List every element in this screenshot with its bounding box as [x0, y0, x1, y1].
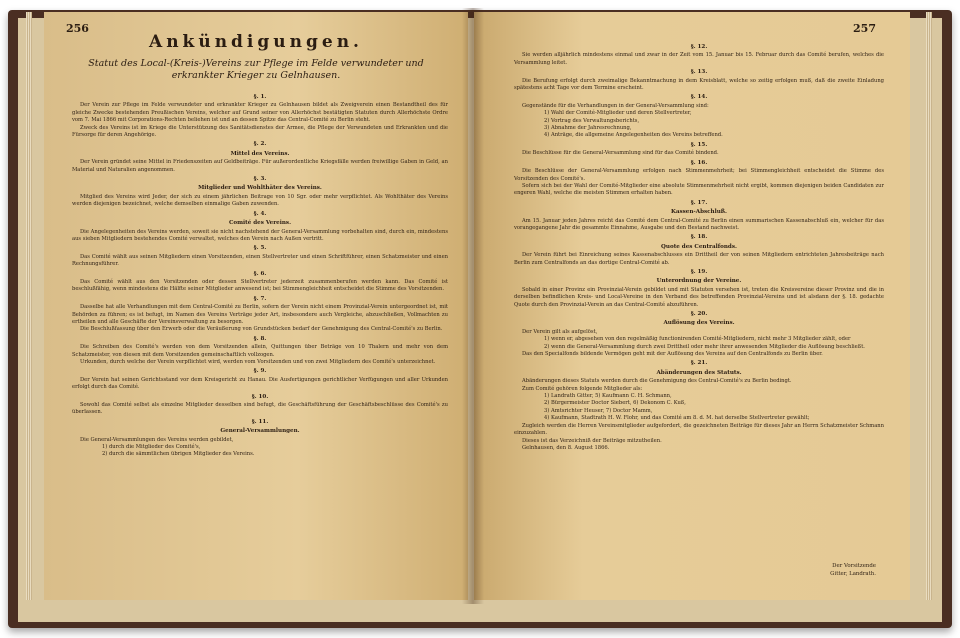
section-heading: §. 21.	[690, 360, 708, 367]
section-heading: §. 10.	[251, 393, 269, 400]
left-page	[44, 12, 468, 600]
paragraph: Sie werden alljährlich mindestens einmal und zwar in der Zeit vom 15. Januar bis 15. Februar durch das Comité berufen, welches die Versammlung leitet.	[514, 52, 884, 66]
list-item: 1) Wahl der Comité-Mitglieder und deren Stellvertreter,	[544, 110, 692, 117]
list-item: 3) Abnahme der Jahresrechnung,	[544, 125, 632, 132]
paragraph: Sofern sich bei der Wahl der Comité-Mitglieder eine absolute Stimmenmehrheit nicht ergibt, kommen diejenigen beiden Candidaten zur engeren Wahl, welche die meisten Stimmen erhalten haben.	[514, 182, 884, 197]
paragraph: Der Verein zur Pflege im Felde verwundeter und erkrankter Krieger zu Gelnhausen bildet als Zweigverein einen Bestandtheil des für gleiche Zwecke bestehenden Preußischen Vereins, welcher auf Grund seiner von Allerhöchst bestätigten Statuten durch Allerhöchste Ordre vom 7. Mai 1866 mit Corporations-Rechten beliehen ist und an dessen Spitze das Central-Comité zu Berlin steht.	[72, 102, 448, 124]
page-number-right: 257	[853, 22, 876, 35]
paragraph: Sowohl das Comité selbst als einzelne Mitglieder desselben sind befugt, die Geschäftsführung der Geschäftsbeschlüsse des Comité's zu überlassen.	[72, 402, 448, 416]
paragraph: Mitglied des Vereins wird Jeder, der sich zu einem jährlichen Beitrage von 10 Sgr. oder mehr verpflichtet. Als Wohlthäter des Vereins werden diejenigen bezeichnet, welche demselben einmalige Gaben zuwenden.	[72, 193, 448, 208]
list-item: 3) Amtsrichter Heuser, 7) Doctor Mamm,	[544, 407, 653, 414]
right-page-edge	[926, 12, 932, 600]
signature-role: Der Vorsitzende	[832, 563, 876, 570]
right-text-column	[514, 42, 884, 452]
section-heading: §. 7.	[253, 295, 267, 302]
paragraph: Das Comité wählt aus seinen Mitgliedern einen Vorsitzenden, einen Stellvertreter und einen Schriftführer, einen Schatzmeister und einen Rechnungsführer.	[72, 253, 448, 268]
paragraph: Der Verein gilt als aufgelöst,	[522, 328, 598, 335]
section-heading: §. 2.	[253, 141, 267, 148]
section-heading: §. 18.	[690, 234, 708, 241]
list-item: 2) Bürgermeister Doctor Siebert, 6) Dekonom C. Kuß,	[544, 400, 686, 407]
paragraph: Der Verein gründet seine Mittel in Friedenszeiten auf Geldbeiträge. Für außerordentliche Kriegsfälle werden freiwillige Gaben in Geld, an Material und Naturalien angenommen.	[72, 159, 448, 173]
section-heading: Quote des Centralfonds.	[661, 243, 737, 250]
paragraph: Dasselbe hat alle Verhandlungen mit dem Central-Comité zu Berlin, sofern der Verein nicht einem Provinzial-Verein untergeordnet ist, mit Behörden zu führen; es ist befugt, im Namen des Vereins Verträge jeder Art, insbesondere auch Vergleiche, abzuschließen, Vollmachten zu ertheilen und alle Geschäfte der Vereinsverwaltung zu besorgen.	[72, 304, 448, 325]
paragraph: Der Verein führt bei Einreichung seines Kassenabschlusses ein Drittheil der von seinen Mitgliedern entrichteten Jahresbeiträge nach Berlin zum Centralfonds an das dortige Central-Comité ab.	[514, 252, 884, 266]
signature-block	[830, 563, 876, 578]
paragraph: Die Schreiben des Comité's werden von dem Vorsitzenden allein, Quittungen über Beträge von 10 Thalern und mehr von dem Schatzmeister, von diesen mit dem Vorsitzenden gemeinschaftlich vollzogen.	[72, 344, 448, 358]
section-heading: §. 4.	[253, 210, 267, 217]
paragraph: Zum Comité gehören folgende Mitglieder als:	[522, 385, 643, 392]
paragraph: Die General-Versammlungen des Vereins werden gebildet,	[80, 436, 234, 443]
paragraph: Die Berufung erfolgt durch zweimalige Bekanntmachung in dem Kreisblatt, welche so zeitig erfolgen muß, daß die zweite Einladung spätestens acht Tage vor dem Termine erscheint.	[514, 77, 884, 92]
left-text-column	[72, 92, 448, 459]
book-gutter	[462, 8, 484, 604]
section-heading: §. 1.	[253, 94, 267, 100]
section-heading: §. 14.	[690, 94, 708, 101]
paragraph: Gegenstände für die Verhandlungen in der General-Versammlung sind:	[522, 102, 709, 109]
section-heading: Mitglieder und Wohlthäter des Vereins.	[198, 185, 322, 192]
list-item: 1) durch die Mitglieder des Comité's,	[102, 444, 201, 451]
paragraph: Der Verein hat seinen Gerichtsstand vor dem Kreisgericht zu Hanau. Die Ausfertigungen gerichtlicher Verfügungen und aller Urkunden erfolgt durch das Comité.	[72, 376, 448, 391]
list-item: 1) wenn er, abgesehen von den regelmäßig functionirenden Comité-Mitgliedern, nicht mehr 3 Mitglieder zählt, oder	[544, 336, 851, 343]
paragraph: Gelnhausen, den 8. August 1866.	[522, 444, 610, 451]
paragraph: Zugleich werden die Herren Vereinsmitglieder aufgefordert, die gezeichneten Beiträge für dieses Jahr an Herrn Schatzmeister Schmann einzuzahlen.	[514, 422, 884, 437]
list-item: 1) Landrath Gitter, 5) Kaufmann C. H. Schmann,	[544, 393, 672, 400]
section-heading: §. 20.	[690, 311, 708, 317]
section-heading: §. 6.	[253, 270, 267, 277]
list-item: 2) wenn die General-Versammlung durch zwei Drittheil oder mehr ihrer anwesenden Mitglieder die Auflösung beschließt.	[544, 343, 865, 350]
list-item: 4) Anträge, die allgemeine Angelegenheiten des Vereins betreffend.	[544, 132, 723, 139]
right-page	[474, 12, 910, 600]
section-heading: §. 17.	[690, 199, 708, 206]
section-heading: Abänderungen des Statuts.	[656, 369, 742, 376]
page-number-left: 256	[66, 22, 89, 35]
section-heading: §. 19.	[690, 268, 708, 275]
section-heading: Kassen-Abschluß.	[671, 209, 727, 216]
paragraph: Dieses ist das Verzeichniß der Beiträge mitzutheilen.	[522, 437, 662, 444]
page-headline: Ankündigungen.	[149, 32, 363, 52]
section-heading: General-Versammlungen.	[220, 428, 300, 435]
section-heading: §. 15.	[690, 141, 708, 148]
paragraph: Das Comité wählt aus den Vorsitzenden oder dessen Stellvertreter jederzeit zusammenberufen werden kann. Das Comité ist beschlußfähig, wenn mindestens die Hälfte seiner Mitglieder anwesend ist; bei Stimmengleichheit entscheidet die Stimme des Vorsitzenden.	[72, 278, 448, 293]
list-item: 2) durch die sämmtlichen übrigen Mitglieder des Vereins.	[102, 451, 255, 458]
left-page-edge	[26, 12, 32, 600]
section-heading: §. 9.	[253, 368, 267, 375]
paragraph: Abänderungen dieses Statuts werden durch die Genehmigung des Central-Comité's zu Berlin bedingt.	[522, 378, 792, 385]
signature-name: Gitter, Landrath.	[830, 570, 876, 577]
section-heading: §. 11.	[251, 418, 269, 425]
paragraph: Die Beschlüsse der General-Versammlung erfolgen nach Stimmenmehrheit; bei Stimmengleichheit entscheidet die Stimme des Vorsitzenden des Comité's.	[514, 168, 884, 182]
section-heading: Auflösung des Vereins.	[663, 320, 735, 327]
paragraph: Die Angelegenheiten des Vereins werden, soweit sie nicht nachstehend der General-Versammlung vorbehalten sind, durch ein, mindestens aus sieben Mitgliedern bestehendes Comité verwaltet, welches den Verein nach Außen vertritt.	[72, 228, 448, 242]
section-heading: Mittel des Vereins.	[230, 150, 290, 157]
list-item: 2) Vortrag des Verwaltungsberichts,	[544, 117, 640, 124]
section-heading: Unterordnung der Vereine.	[656, 278, 742, 285]
paragraph: Urkunden, durch welche der Verein verpflichtet wird, werden vom Vorsitzenden und von zwei Mitgliedern des Comité's unterzeichnet.	[80, 359, 436, 365]
section-heading: §. 12.	[690, 44, 708, 50]
paragraph: Sobald in einer Provinz ein Provinzial-Verein gebildet und mit Statuten versehen ist, treten die Kreisvereine dieser Provinz und die in derselben befindlichen Kreis- und Local-Vereine in den Verband des betreffenden Provinzial-Vereins und ist alsdann der §. 18. gedachte Quote durch den Provinzial-Verein an das Central-Comité abzuführen.	[514, 286, 884, 308]
paragraph: Die Beschlüsse für die General-Versammlung sind für das Comité bindend.	[522, 150, 719, 157]
statute-title: Statut des Local-(Kreis-)Vereins zur Pflege im Felde verwundeter und erkrankter Krieger zu Gelnhausen.	[88, 58, 424, 81]
section-heading: Comité des Vereins.	[228, 220, 292, 227]
paragraph: Das den Specialfonds bildende Vermögen geht mit der Auflösung des Vereins auf den Centralfonds zu Berlin über.	[522, 351, 823, 358]
section-heading: §. 13.	[690, 69, 708, 76]
list-item: 4) Kaufmann, Stadtrath H. W. Flohr, und das Comité am 8. d. M. hat derselbe Stellvertreter gewählt;	[544, 415, 810, 422]
section-heading: §. 8.	[253, 335, 267, 342]
paragraph: Die Beschlußfassung über den Erwerb oder die Veräußerung von Grundstücken bedarf der Genehmigung des Central-Comité's zu Berlin.	[80, 326, 443, 333]
section-heading: §. 5.	[253, 245, 267, 252]
section-heading: §. 3.	[253, 176, 267, 183]
paragraph: Am 15. Januar jeden Jahres reicht das Comité dem Central-Comité zu Berlin einen summarischen Kassenabschluß ein, welcher für das vorangegangene Jahr die gesammte Einnahme, Ausgabe und den Bestand nachweist.	[514, 217, 884, 231]
paragraph: Zweck des Vereins ist im Kriege die Unterstützung des Sanitätsdienstes der Armee, die Pflege der Verwundeten und Erkrankten und die Fürsorge für deren Angehörige.	[72, 124, 448, 139]
section-heading: §. 16.	[690, 159, 708, 166]
